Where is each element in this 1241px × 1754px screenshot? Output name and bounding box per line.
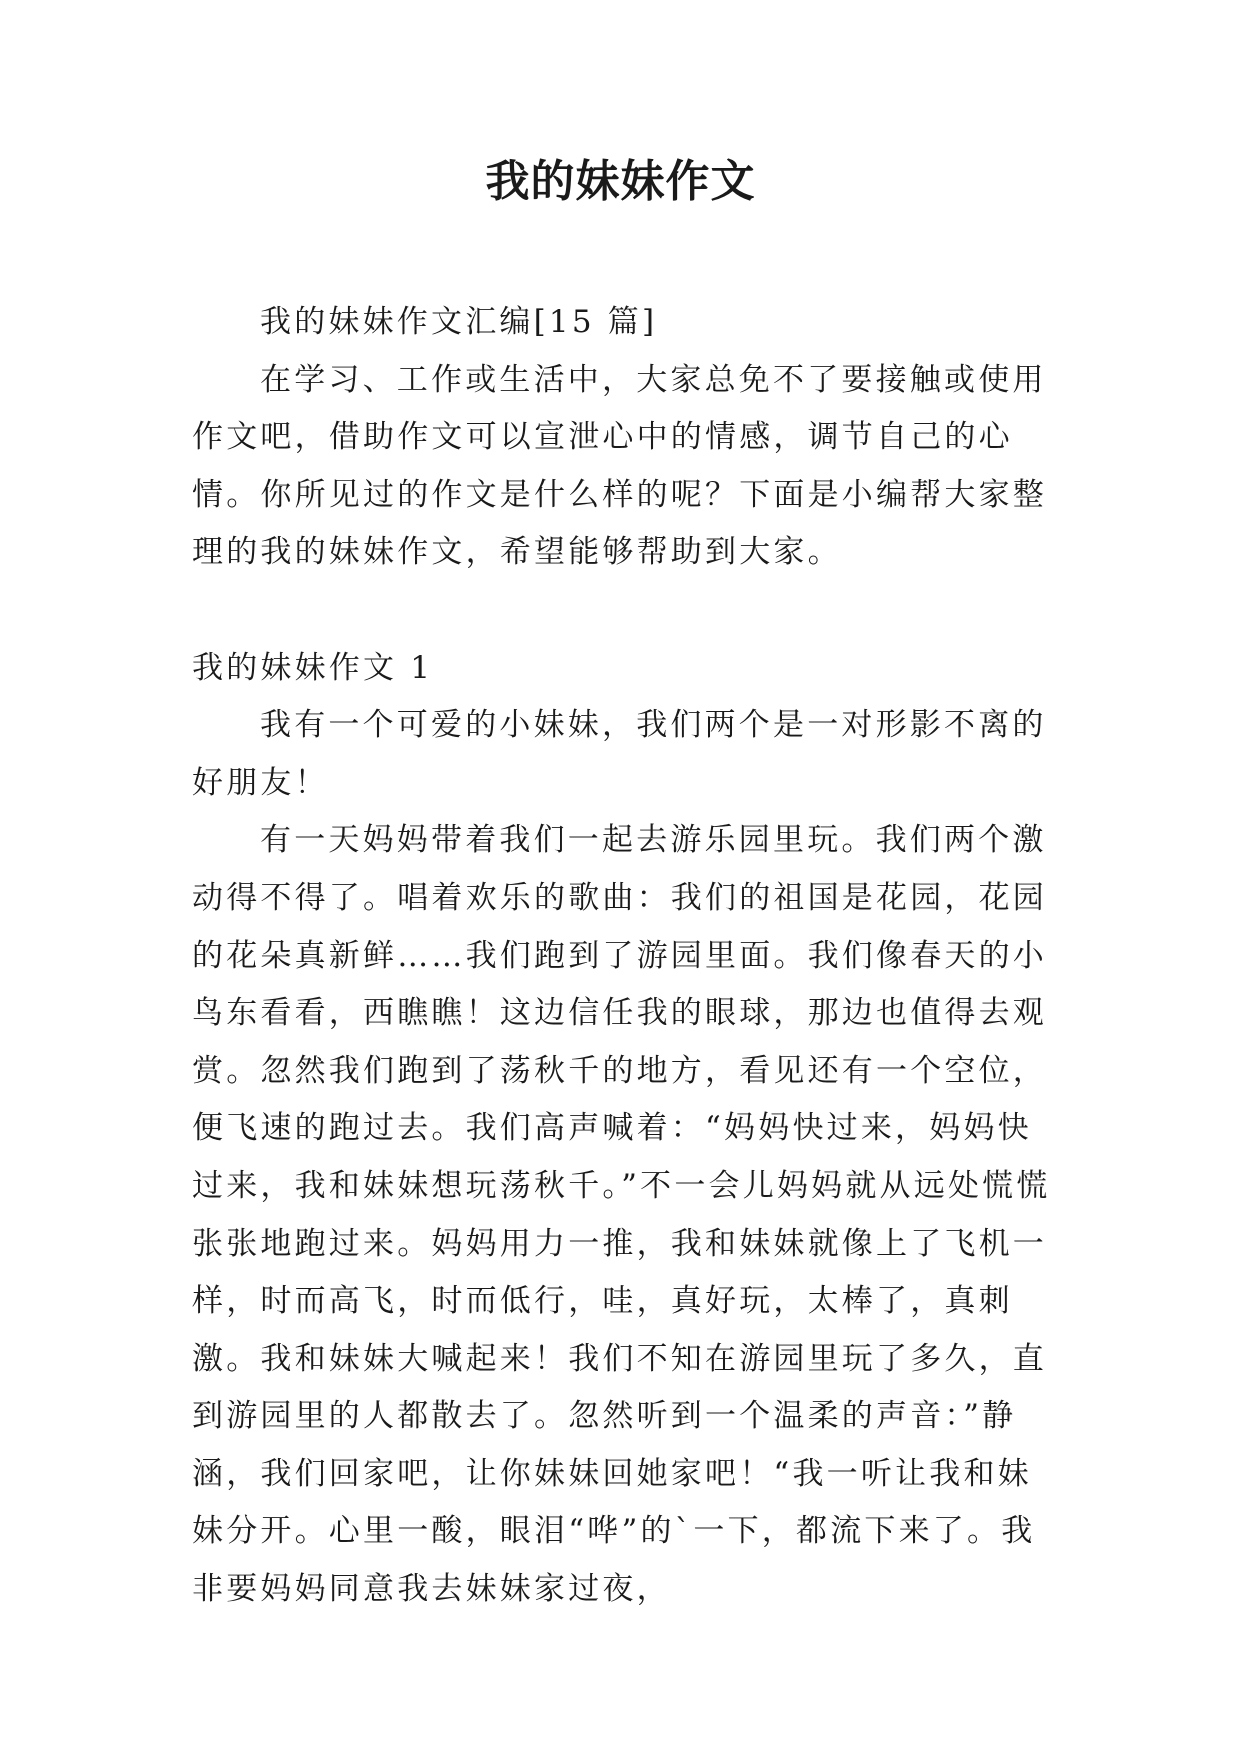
paragraph-1: 我有一个可爱的小妹妹，我们两个是一对形影不离的好朋友！ [192,707,1047,801]
document-title: 我的妹妹作文 [485,156,756,207]
paragraph-spacer [192,582,1060,640]
document-body [192,294,1060,1619]
paragraph-2: 有一天妈妈带着我们一起去游乐园里玩。我们两个激动得不得了。唱着欢乐的歌曲：我们的祖国是花园，花园的花朵真新鲜……我们跑到了游园里面。我们像春天的小鸟东看看，西瞧瞧！这边信任我的眼球，那边也值得去观赏。忽然我们跑到了荡秋千的地方，看见还有一个空位，便飞速的跑过去。我们高声喊着：“妈妈快过来，妈妈快过来，我和妹妹想玩荡秋千。”不一会儿妈妈就从远处慌慌张张地跑过来。妈妈用力一推，我和妹妹就像上了飞机一样，时而高飞，时而低行，哇，真好玩，太棒了，真刺激。我和妹妹大喊起来！我们不知在游园里玩了多久，直到游园里的人都散去了。忽然听到一个温柔的声音：”静涵，我们回家吧，让你妹妹回她家吧！“我一听让我和妹妹分开。心里一酸，眼泪“哗”的`一下，都流下来了。我非要妈妈同意我去妹妹家过夜， [192,822,1051,1608]
collection-subtitle: 我的妹妹作文汇编[15 篇] [260,304,658,340]
section-heading: 我的妹妹作文 1 [192,649,434,686]
intro-paragraph: 在学习、工作或生活中，大家总免不了要接触或使用作文吧，借助作文可以宣泄心中的情感，调节自己的心情。你所见过的作文是什么样的呢？下面是小编帮大家整理的我的妹妹作文，希望能够帮助到大家。 [192,361,1047,571]
